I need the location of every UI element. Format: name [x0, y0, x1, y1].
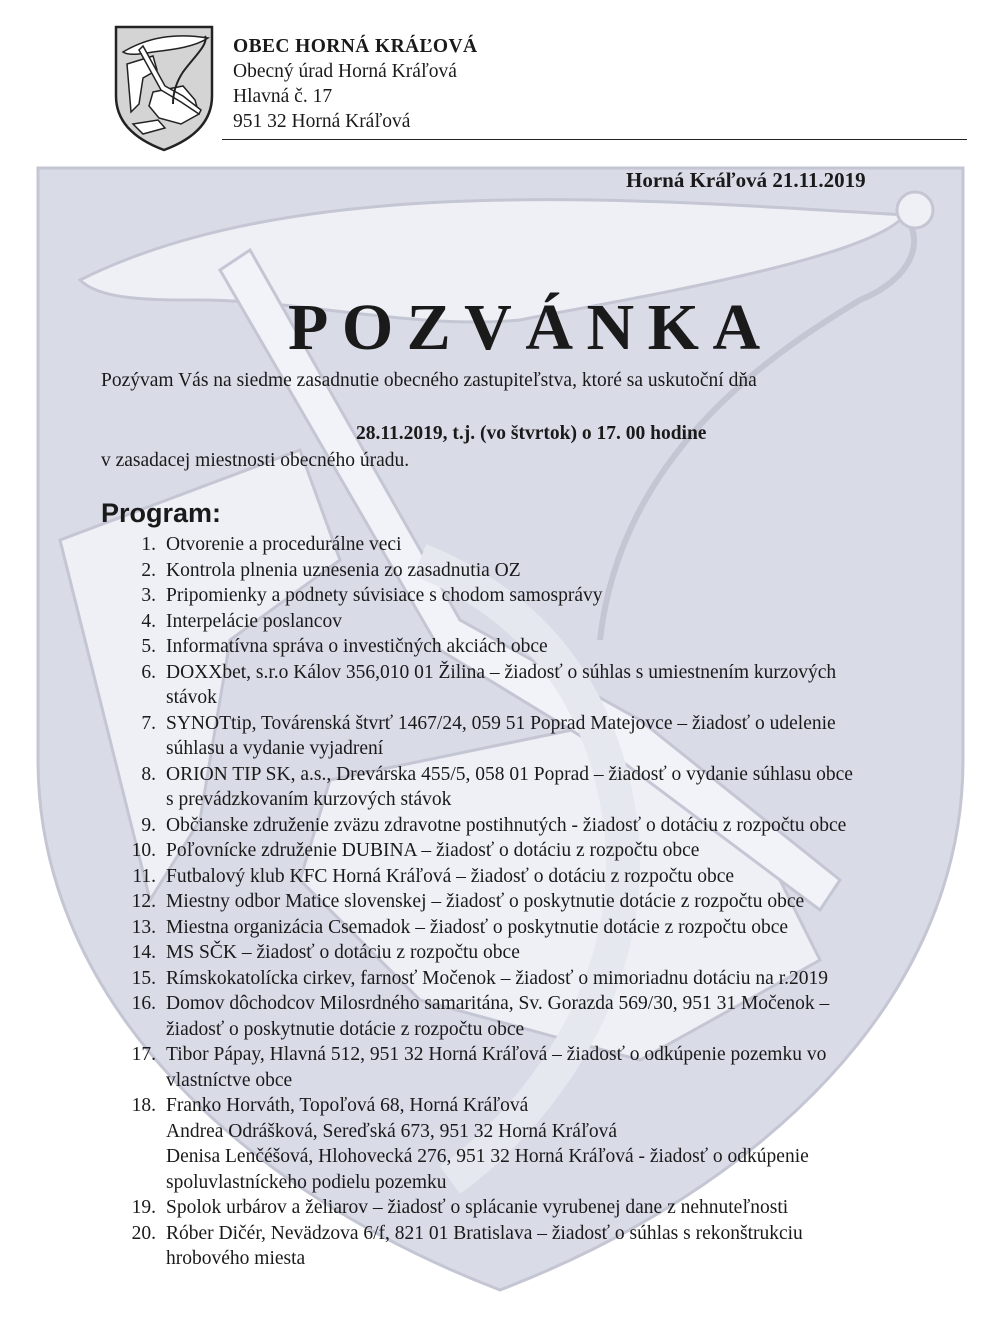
agenda-item [120, 1195, 980, 1221]
agenda-item [120, 966, 980, 992]
agenda-item-text: MS SČK – žiadosť o dotáciu z rozpočtu obce [166, 942, 520, 963]
program-heading: Program: [101, 498, 222, 528]
date-line: Horná Kráľová 21.11.2019 [626, 168, 866, 192]
agenda-item [120, 660, 980, 711]
agenda-item-number: 19. [131, 1197, 156, 1218]
agenda-item-text: žiadosť o poskytnutie dotácie z rozpočtu obce [166, 1018, 525, 1040]
agenda-item-text: Miestna organizácia Csemadok – žiadosť o poskytnutie dotácie z rozpočtu obce [166, 916, 789, 938]
agenda-item-text: Rímskokatolícka cirkev, farnosť Močenok – žiadosť o mimoriadnu dotáciu na r.2019 [166, 967, 829, 989]
agenda-item-number: 20. [131, 1222, 156, 1244]
agenda-item-text: Andrea Odrášková, Sereďská 673, 951 32 Horná Kráľová [166, 1120, 618, 1142]
agenda-item-number: 2. [141, 559, 156, 581]
agenda-item-text: s prevádzkovaním kurzových stávok [166, 789, 452, 810]
agenda-item-text: Informatívna správa o investičných akciách obce [166, 636, 548, 657]
agenda-item-text: Franko Horváth, Topoľová 68, Horná Kráľová [166, 1095, 529, 1116]
agenda-item [120, 864, 980, 890]
agenda-item [120, 940, 980, 966]
meeting-time: 28.11.2019, t.j. (vo štvrtok) o 17. 00 hodine [356, 423, 707, 444]
agenda-item-text: Občianske združenie zväzu zdravotne postihnutých - žiadosť o dotáciu z rozpočtu obce [166, 814, 847, 836]
agenda-item [120, 1221, 980, 1272]
agenda-item-number: 11. [132, 865, 156, 887]
agenda-item-text: ORION TIP SK, a.s., Drevárska 455/5, 058 01 Poprad – žiadosť o vydanie súhlasu obce [166, 763, 853, 785]
agenda-item-text: Futbalový klub KFC Horná Kráľová – žiadosť o dotáciu z rozpočtu obce [166, 865, 735, 887]
agenda-item-number: 9. [141, 814, 156, 836]
agenda-item-number: 7. [141, 712, 156, 734]
agenda-item-text: Spolok urbárov a želiarov – žiadosť o splácanie vyrubenej dane z nehnuteľnosti [166, 1197, 789, 1218]
page-title: POZVÁNKA [288, 291, 774, 364]
agenda-item-number: 10. [131, 840, 156, 861]
agenda-item-text: Tibor Pápay, Hlavná 512, 951 32 Horná Kráľová – žiadosť o odkúpenie pozemku vo [166, 1044, 827, 1065]
city-address: 951 32 Horná Kráľová [233, 111, 411, 132]
agenda-item-text: Denisa Lenčéšová, Hlohovecká 276, 951 32 Horná Kráľová - žiadosť o odkúpenie [166, 1146, 809, 1167]
street-address: Hlavná č. 17 [233, 86, 333, 107]
agenda-item-text: Miestny odbor Matice slovenskej – žiadosť o poskytnutie dotácie z rozpočtu obce [166, 891, 805, 912]
agenda-item-text: SYNOTtip, Továrenská štvrť 1467/24, 059 51 Poprad Matejovce – žiadosť o udelenie [166, 712, 836, 734]
agenda-item-text: Interpelácie poslancov [166, 610, 342, 632]
agenda-item-text: Kontrola plnenia uznesenia zo zasadnutia OZ [166, 559, 521, 581]
agenda-item [120, 711, 980, 762]
agenda-item-number: 17. [131, 1044, 156, 1065]
agenda-item-number: 6. [141, 661, 156, 683]
agenda-item-number: 8. [141, 763, 156, 785]
agenda-item-text: súhlasu a vydanie vyjadrení [166, 738, 384, 759]
agenda-item-number: 14. [131, 942, 156, 963]
agenda-item [120, 583, 980, 609]
municipality-name: OBEC HORNÁ KRÁĽOVÁ [233, 36, 478, 57]
agenda-list [120, 532, 980, 1272]
agenda-item [120, 915, 980, 941]
agenda-item-number: 15. [131, 967, 156, 989]
agenda-item-number: 3. [141, 585, 156, 606]
agenda-item-text: Poľovnícke združenie DUBINA – žiadosť o dotáciu z rozpočtu obce [166, 840, 700, 861]
agenda-item-text: spoluvlastníckeho podielu pozemku [166, 1171, 447, 1193]
agenda-item [120, 838, 980, 864]
office-name: Obecný úrad Horná Kráľová [233, 61, 457, 82]
agenda-item [120, 532, 980, 558]
agenda-item [120, 558, 980, 584]
agenda-item-number: 12. [131, 891, 156, 912]
agenda-item-text: Pripomienky a podnety súvisiace s chodom samosprávy [166, 585, 603, 606]
agenda-item [120, 1042, 980, 1093]
agenda-item [120, 762, 980, 813]
agenda-item-text: Domov dôchodcov Milosrdného samaritána, Sv. Gorazda 569/30, 951 31 Močenok – [166, 993, 830, 1014]
agenda-item-number: 1. [141, 534, 156, 555]
agenda-item-number: 18. [131, 1095, 156, 1116]
agenda-item-number: 4. [141, 610, 156, 632]
agenda-item [120, 889, 980, 915]
agenda-item-number: 16. [131, 993, 156, 1014]
agenda-item [120, 991, 980, 1042]
agenda-item [120, 634, 980, 660]
agenda-item-text: stávok [166, 687, 217, 708]
invite-text: Pozývam Vás na siedme zasadnutie obecného zastupiteľstva, ktoré sa uskutoční dňa [101, 370, 757, 391]
agenda-item [120, 1093, 980, 1195]
agenda-item [120, 609, 980, 635]
agenda-item-number: 5. [141, 636, 156, 657]
agenda-item-text: vlastníctve obce [166, 1069, 293, 1091]
agenda-item-text: hrobového miesta [166, 1248, 306, 1269]
agenda-item-text: Róber Dičér, Nevädzova 6/f, 821 01 Bratislava – žiadosť o súhlas s rekonštrukciu [166, 1222, 803, 1244]
agenda-item-number: 13. [131, 916, 156, 938]
agenda-item-text: DOXXbet, s.r.o Kálov 356,010 01 Žilina – žiadosť o súhlas s umiestnením kurzových [166, 661, 837, 683]
meeting-place: v zasadacej miestnosti obecného úradu. [101, 450, 410, 471]
agenda-item-text: Otvorenie a procedurálne veci [166, 534, 402, 555]
agenda-item [120, 813, 980, 839]
